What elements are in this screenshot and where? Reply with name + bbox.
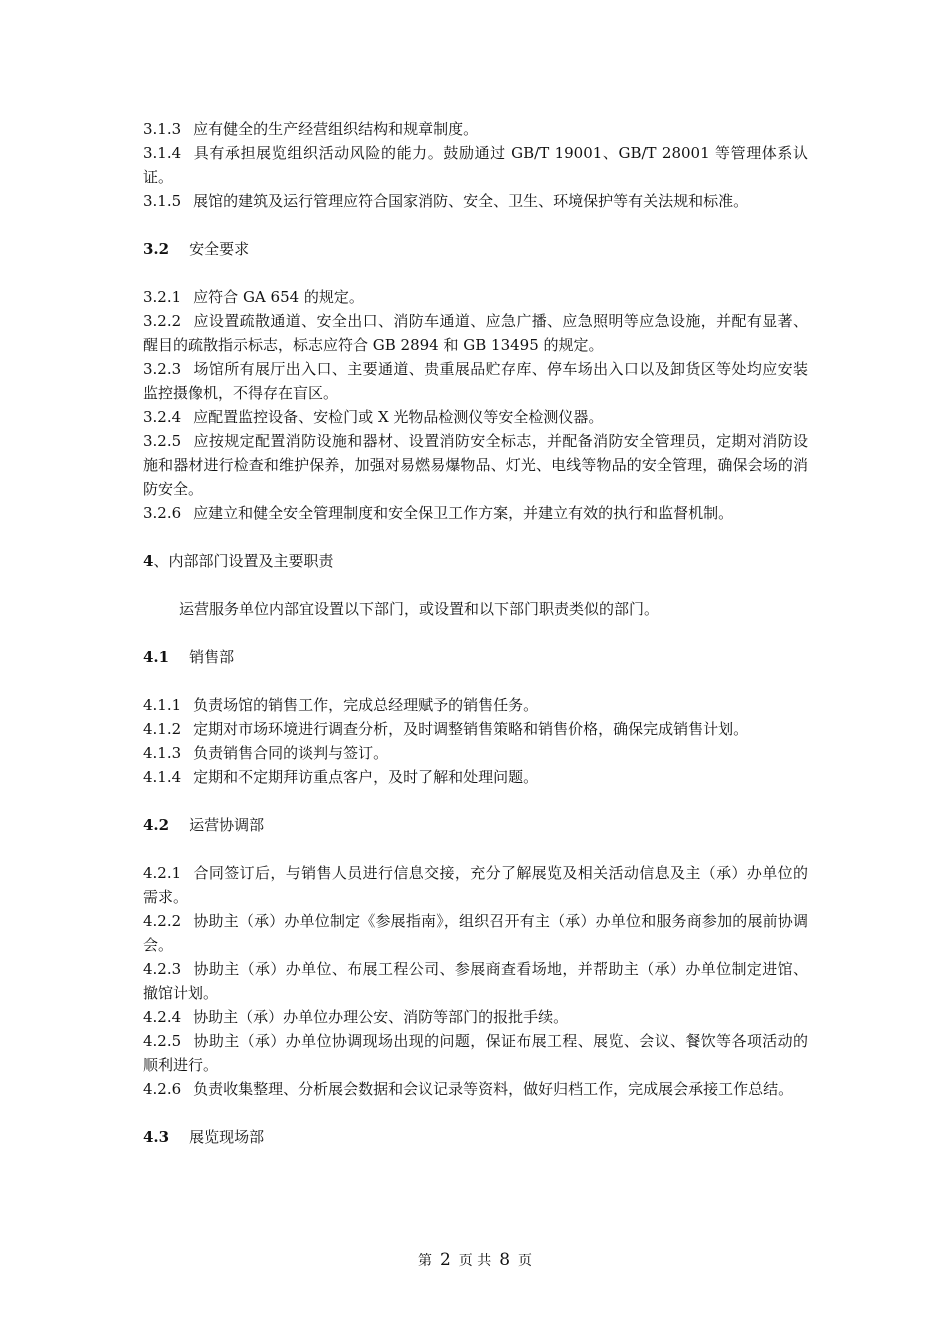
list-4-1 — [143, 693, 808, 789]
list-item — [143, 957, 808, 1005]
clause-number: 4.1.2 — [143, 720, 182, 738]
section-number: 4.1 — [143, 648, 170, 666]
list-3-2 — [143, 285, 808, 525]
section-number: 3.2 — [143, 240, 170, 258]
list-item — [143, 141, 808, 189]
list-item — [143, 357, 808, 405]
section-heading-4-3 — [143, 1125, 808, 1149]
clause-number: 4.1.3 — [143, 744, 182, 762]
clause-number: 4.2.3 — [143, 960, 182, 978]
list-item — [143, 741, 808, 765]
clause-number: 3.2.1 — [143, 288, 182, 306]
clause-text: 应按规定配置消防设施和器材、设置消防安全标志，并配备消防安全管理员，定期对消防设施和器材进行检查和维护保养，加强对易燃易爆物品、灯光、电线等物品的安全管理，确保会场的消防安全。 — [143, 432, 808, 498]
list-3-1 — [143, 117, 808, 213]
document-body — [143, 117, 808, 1173]
chapter-number: 4 — [143, 552, 154, 570]
section-title: 展览现场部 — [189, 1128, 265, 1146]
clause-text: 应建立和健全安全管理制度和安全保卫工作方案，并建立有效的执行和监督机制。 — [193, 504, 734, 522]
list-item — [143, 909, 808, 957]
clause-number: 3.2.6 — [143, 504, 182, 522]
clause-text: 展馆的建筑及运行管理应符合国家消防、安全、卫生、环境保护等有关法规和标准。 — [193, 192, 749, 210]
footer-prefix: 第 — [417, 1253, 432, 1269]
clause-number: 4.2.5 — [143, 1032, 182, 1050]
list-item — [143, 189, 808, 213]
clause-text: 定期对市场环境进行调查分析，及时调整销售策略和销售价格，确保完成销售计划。 — [193, 720, 749, 738]
clause-number: 4.2.4 — [143, 1008, 182, 1026]
chapter-heading-4 — [143, 549, 808, 573]
section-heading-4-1 — [143, 645, 808, 669]
clause-text: 应配置监控设备、安检门或 X 光物品检测仪等安全检测仪器。 — [193, 408, 604, 426]
clause-text: 定期和不定期拜访重点客户，及时了解和处理问题。 — [193, 768, 539, 786]
chapter-intro: 运营服务单位内部宜设置以下部门，或设置和以下部门职责类似的部门。 — [179, 600, 660, 618]
clause-text: 负责收集整理、分析展会数据和会议记录等资料，做好归档工作，完成展会承接工作总结。 — [193, 1080, 794, 1098]
clause-text: 合同签订后，与销售人员进行信息交接，充分了解展览及相关活动信息及主（承）办单位的需求。 — [143, 864, 808, 906]
clause-text: 协助主（承）办单位、布展工程公司、参展商查看场地，并帮助主（承）办单位制定进馆、撤馆计划。 — [143, 960, 808, 1002]
clause-text: 场馆所有展厅出入口、主要通道、贵重展品贮存库、停车场出入口以及卸货区等处均应安装监控摄像机，不得存在盲区。 — [143, 360, 808, 402]
clause-text: 应符合 GA 654 的规定。 — [193, 288, 364, 306]
list-item — [143, 1029, 808, 1077]
section-title: 销售部 — [189, 648, 235, 666]
clause-number: 3.1.3 — [143, 120, 182, 138]
list-item — [143, 285, 808, 309]
list-item — [143, 693, 808, 717]
section-title: 运营协调部 — [189, 816, 265, 834]
list-item — [143, 861, 808, 909]
footer-mid: 页 共 — [458, 1253, 492, 1269]
list-item — [143, 717, 808, 741]
list-item — [143, 429, 808, 501]
list-item — [143, 405, 808, 429]
section-heading-4-2 — [143, 813, 808, 837]
footer-suffix: 页 — [518, 1253, 533, 1269]
clause-number: 4.2.1 — [143, 864, 182, 882]
list-item — [143, 309, 808, 357]
list-item — [143, 1077, 808, 1101]
clause-number: 3.1.5 — [143, 192, 182, 210]
clause-number: 4.2.2 — [143, 912, 182, 930]
total-page-count: 8 — [499, 1250, 511, 1270]
clause-text: 协助主（承）办单位协调现场出现的问题，保证布展工程、展览、会议、餐饮等各项活动的顺利进行。 — [143, 1032, 808, 1074]
section-number: 4.3 — [143, 1128, 170, 1146]
list-4-2 — [143, 861, 808, 1101]
clause-text: 负责销售合同的谈判与签订。 — [193, 744, 389, 762]
list-item — [143, 765, 808, 789]
chapter-title: 、内部部门设置及主要职责 — [153, 552, 334, 570]
clause-text: 协助主（承）办单位制定《参展指南》，组织召开有主（承）办单位和服务商参加的展前协调会。 — [143, 912, 808, 954]
clause-text: 具有承担展览组织活动风险的能力。鼓励通过 GB/T 19001、GB/T 28001 等管理体系认证。 — [143, 144, 808, 186]
clause-text: 应有健全的生产经营组织结构和规章制度。 — [193, 120, 479, 138]
list-item — [143, 117, 808, 141]
clause-number: 4.1.1 — [143, 696, 182, 714]
clause-text: 应设置疏散通道、安全出口、消防车通道、应急广播、应急照明等应急设施，并配有显著、醒目的疏散指示标志，标志应符合 GB 2894 和 GB 13495 的规定。 — [143, 312, 808, 354]
clause-number: 3.1.4 — [143, 144, 182, 162]
list-item — [143, 1005, 808, 1029]
section-number: 4.2 — [143, 816, 170, 834]
clause-text: 负责场馆的销售工作，完成总经理赋予的销售任务。 — [193, 696, 539, 714]
clause-number: 4.2.6 — [143, 1080, 182, 1098]
clause-number: 4.1.4 — [143, 768, 182, 786]
clause-text: 协助主（承）办单位办理公安、消防等部门的报批手续。 — [193, 1008, 569, 1026]
clause-number: 3.2.3 — [143, 360, 182, 378]
section-title: 安全要求 — [189, 240, 250, 258]
page-footer — [0, 1250, 950, 1270]
current-page-number: 2 — [439, 1250, 451, 1270]
clause-number: 3.2.5 — [143, 432, 182, 450]
clause-number: 3.2.4 — [143, 408, 182, 426]
clause-number: 3.2.2 — [143, 312, 182, 330]
section-heading-3-2 — [143, 237, 808, 261]
list-item — [143, 501, 808, 525]
